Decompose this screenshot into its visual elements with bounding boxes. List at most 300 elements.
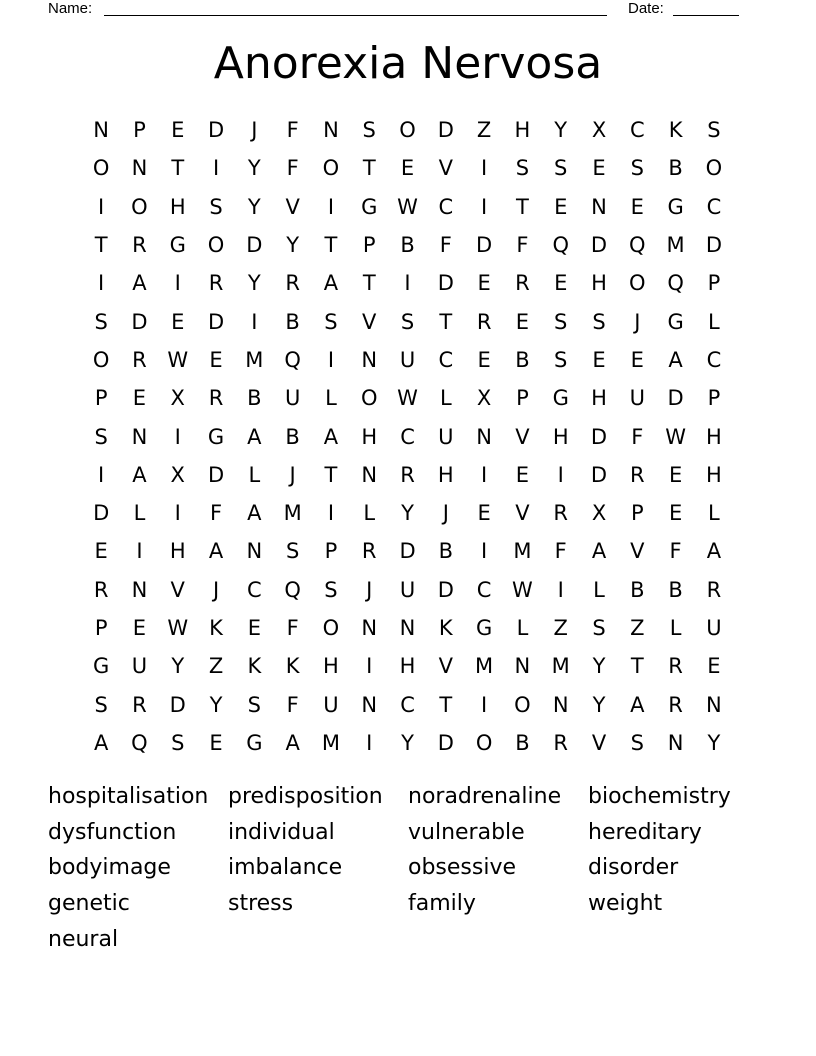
grid-letter[interactable]: P (516, 386, 529, 411)
grid-letter[interactable]: I (174, 501, 181, 526)
grid-letter[interactable]: C (629, 118, 645, 143)
grid-letter[interactable]: B (630, 577, 645, 602)
grid-letter[interactable]: S (209, 194, 223, 219)
grid-letter[interactable]: N (131, 424, 148, 449)
grid-letter[interactable]: C (438, 347, 454, 372)
grid-letter[interactable]: H (591, 386, 607, 411)
grid-letter[interactable]: Y (171, 654, 185, 679)
word-list-item: stress (228, 891, 294, 917)
grid-letter[interactable]: A (323, 424, 339, 449)
grid-letter[interactable]: E (171, 309, 185, 334)
grid-letter[interactable]: A (323, 271, 339, 296)
grid-letter[interactable]: S (324, 309, 338, 334)
grid-letter[interactable]: I (557, 577, 564, 602)
grid-letter[interactable]: V (515, 424, 530, 449)
grid-letter[interactable]: X (170, 386, 185, 411)
grid-letter[interactable]: X (476, 386, 492, 411)
grid-letter[interactable]: E (630, 194, 644, 219)
grid-letter[interactable]: H (169, 194, 186, 219)
word-list-item: family (408, 891, 476, 917)
grid-letter[interactable]: N (361, 692, 378, 717)
grid-letter[interactable]: A (247, 501, 262, 526)
grid-letter[interactable]: D (476, 233, 493, 258)
grid-letter[interactable]: S (707, 118, 721, 143)
grid-letter[interactable]: D (131, 309, 148, 334)
grid-letter[interactable]: T (362, 271, 376, 296)
grid-letter[interactable]: R (668, 654, 683, 679)
grid-letter[interactable]: A (247, 424, 262, 449)
grid-letter[interactable]: C (247, 577, 262, 602)
grid-letter[interactable]: I (481, 692, 488, 717)
grid-letter[interactable]: O (705, 156, 723, 181)
grid-letter[interactable]: Z (208, 654, 224, 679)
grid-letter[interactable]: P (362, 233, 376, 258)
grid-letter[interactable]: M (475, 654, 494, 679)
grid-letter[interactable]: O (360, 386, 378, 411)
grid-letter[interactable]: I (481, 462, 488, 487)
grid-letter[interactable]: S (94, 309, 108, 334)
grid-letter[interactable]: E (400, 156, 415, 181)
grid-letter[interactable]: H (514, 118, 531, 143)
grid-letter[interactable]: R (630, 462, 645, 487)
grid-letter[interactable]: T (94, 233, 108, 258)
grid-letter[interactable]: O (322, 156, 340, 181)
grid-letter[interactable]: K (285, 654, 300, 679)
grid-letter[interactable]: E (247, 616, 261, 640)
grid-letter[interactable]: R (553, 501, 568, 526)
grid-letter[interactable]: H (706, 424, 722, 449)
grid-letter[interactable]: V (170, 577, 185, 602)
grid-letter[interactable]: B (668, 577, 683, 602)
grid-letter[interactable]: H (591, 271, 607, 296)
grid-letter[interactable]: V (438, 156, 453, 181)
grid-letter[interactable]: K (668, 118, 683, 143)
grid-letter[interactable]: X (591, 501, 607, 526)
grid-letter[interactable]: J (442, 501, 449, 526)
grid-letter[interactable]: D (667, 386, 684, 411)
grid-letter[interactable]: E (209, 730, 223, 755)
grid-letter[interactable]: V (630, 539, 645, 564)
grid-letter[interactable]: G (246, 730, 263, 755)
grid-letter[interactable]: D (207, 309, 225, 334)
grid-letter[interactable]: F (439, 233, 452, 258)
grid-letter[interactable]: E (592, 156, 606, 181)
grid-letter[interactable]: F (209, 501, 223, 526)
grid-letter[interactable]: I (212, 156, 220, 181)
grid-letter[interactable]: I (98, 194, 105, 219)
grid-letter[interactable]: W (397, 386, 418, 411)
grid-letter[interactable]: S (592, 309, 606, 334)
word-list-item: imbalance (228, 855, 343, 881)
grid-letter[interactable]: A (132, 462, 147, 487)
grid-letter[interactable]: C (706, 347, 722, 372)
grid-letter[interactable]: E (171, 118, 185, 143)
grid-letter[interactable]: P (707, 271, 721, 296)
grid-letter[interactable]: J (251, 118, 258, 143)
grid-letter[interactable]: B (515, 347, 530, 372)
grid-letter[interactable]: U (629, 386, 645, 411)
grid-letter[interactable]: S (515, 156, 530, 181)
grid-letter[interactable]: I (481, 194, 488, 219)
grid-letter[interactable]: S (362, 118, 376, 143)
grid-letter[interactable]: L (669, 616, 682, 640)
grid-letter[interactable]: Q (131, 730, 148, 755)
grid-letter[interactable]: L (363, 501, 376, 526)
grid-letter[interactable]: H (552, 424, 569, 449)
grid-letter[interactable]: R (361, 539, 377, 564)
grid-letter[interactable]: Q (284, 347, 301, 372)
grid-letter[interactable]: C (400, 692, 415, 717)
grid-letter[interactable]: D (705, 233, 722, 258)
word-list-item: dysfunction (48, 819, 177, 845)
grid-letter[interactable]: V (362, 309, 377, 334)
grid-letter[interactable]: I (481, 539, 488, 564)
grid-letter[interactable]: E (94, 539, 108, 564)
grid-letter[interactable]: O (322, 616, 340, 640)
grid-letter[interactable]: U (399, 347, 416, 372)
grid-letter[interactable]: E (132, 616, 147, 640)
grid-letter[interactable]: H (399, 654, 416, 679)
grid-letter[interactable]: B (247, 386, 262, 411)
grid-letter[interactable]: H (361, 424, 378, 449)
grid-letter[interactable]: N (131, 577, 148, 602)
grid-letter[interactable]: G (475, 616, 493, 640)
grid-letter[interactable]: M (551, 654, 570, 679)
grid-letter[interactable]: D (207, 462, 225, 487)
grid-letter[interactable]: B (285, 424, 300, 449)
grid-letter[interactable]: V (515, 501, 530, 526)
grid-letter[interactable]: O (514, 692, 531, 717)
grid-letter[interactable]: Y (554, 118, 568, 143)
grid-letter[interactable]: S (324, 577, 338, 602)
grid-letter[interactable]: I (366, 730, 373, 755)
grid-letter[interactable]: B (438, 539, 454, 564)
grid-letter[interactable]: E (554, 271, 568, 296)
grid-letter[interactable]: S (630, 156, 644, 181)
name-line[interactable] (104, 15, 607, 16)
grid-letter[interactable]: G (169, 233, 186, 258)
grid-letter[interactable]: I (327, 194, 335, 219)
grid-letter[interactable]: C (706, 194, 722, 219)
grid-letter[interactable]: N (361, 462, 378, 487)
grid-letter[interactable]: L (708, 501, 720, 526)
grid-letter[interactable]: L (325, 386, 337, 411)
grid-letter[interactable]: D (437, 118, 454, 143)
grid-letter[interactable]: G (93, 654, 110, 679)
grid-letter[interactable]: F (286, 616, 299, 640)
grid-letter[interactable]: O (629, 271, 646, 296)
grid-letter[interactable]: Y (401, 501, 414, 526)
grid-letter[interactable]: E (132, 386, 147, 411)
grid-letter[interactable]: E (554, 194, 568, 219)
grid-letter[interactable]: Y (592, 654, 606, 679)
grid-letter[interactable]: Q (552, 233, 569, 258)
grid-letter[interactable]: O (92, 347, 110, 372)
grid-letter[interactable]: H (169, 539, 186, 564)
grid-letter[interactable]: Q (629, 233, 646, 258)
grid-letter[interactable]: S (171, 730, 185, 755)
grid-letter[interactable]: N (361, 347, 378, 372)
grid-letter[interactable]: I (174, 271, 181, 296)
grid-letter[interactable]: N (667, 730, 684, 755)
grid-letter[interactable]: N (706, 692, 722, 717)
grid-letter[interactable]: S (554, 347, 568, 372)
grid-letter[interactable]: C (476, 577, 492, 602)
grid-letter[interactable]: V (285, 194, 300, 219)
grid-letter[interactable]: E (668, 462, 683, 487)
grid-letter[interactable]: N (591, 194, 607, 219)
word-list (48, 779, 768, 957)
grid-letter[interactable]: G (667, 309, 684, 334)
letter-grid (82, 111, 733, 762)
grid-letter[interactable]: D (399, 539, 416, 564)
grid-letter[interactable]: P (707, 386, 721, 411)
grid-letter[interactable]: X (591, 118, 607, 143)
grid-letter[interactable]: Y (209, 692, 223, 717)
grid-letter[interactable]: Y (286, 233, 300, 258)
grid-letter[interactable]: B (668, 156, 683, 181)
grid-letter[interactable]: Q (667, 271, 684, 296)
grid-letter[interactable]: Y (247, 194, 261, 219)
grid-letter[interactable]: U (438, 424, 454, 449)
grid-letter[interactable]: D (437, 271, 454, 296)
grid-letter[interactable]: O (475, 730, 493, 755)
grid-letter[interactable]: E (668, 501, 683, 526)
grid-letter[interactable]: B (515, 730, 530, 755)
grid-letter[interactable]: R (208, 386, 224, 411)
grid-letter[interactable]: O (399, 118, 416, 143)
grid-letter[interactable]: D (437, 730, 454, 755)
grid-letter[interactable]: E (515, 462, 530, 487)
grid-letter[interactable]: E (707, 654, 721, 679)
grid-letter[interactable]: P (630, 501, 644, 526)
grid-letter[interactable]: E (630, 347, 644, 372)
word-list-item: hereditary (588, 819, 702, 845)
grid-letter[interactable]: C (400, 424, 415, 449)
grid-letter[interactable]: W (167, 616, 189, 640)
grid-letter[interactable]: T (324, 233, 338, 258)
grid-letter[interactable]: D (246, 233, 263, 258)
grid-letter[interactable]: S (94, 692, 108, 717)
grid-letter[interactable]: J (366, 577, 373, 602)
grid-letter[interactable]: F (554, 539, 567, 564)
grid-letter[interactable]: D (590, 233, 608, 258)
grid-letter[interactable]: W (397, 194, 418, 219)
grid-letter[interactable]: V (438, 654, 453, 679)
grid-letter[interactable]: S (247, 692, 261, 717)
date-label: Date: (628, 0, 664, 17)
grid-letter[interactable]: I (98, 271, 105, 296)
grid-letter[interactable]: R (706, 577, 722, 602)
grid-letter[interactable]: U (399, 577, 416, 602)
grid-letter[interactable]: K (247, 654, 262, 679)
date-line[interactable] (673, 15, 739, 16)
grid-letter[interactable]: G (552, 386, 569, 411)
grid-letter[interactable]: Y (707, 730, 721, 755)
grid-letter[interactable]: E (515, 309, 530, 334)
grid-letter[interactable]: J (634, 309, 641, 334)
grid-letter[interactable]: I (557, 462, 564, 487)
grid-letter[interactable]: J (212, 577, 220, 602)
grid-letter[interactable]: B (400, 233, 415, 258)
grid-letter[interactable]: O (131, 194, 148, 219)
grid-letter[interactable]: Z (630, 616, 645, 640)
grid-letter[interactable]: N (476, 424, 492, 449)
grid-letter[interactable]: T (630, 654, 644, 679)
grid-letter[interactable]: T (516, 194, 529, 219)
grid-letter[interactable]: F (669, 539, 682, 564)
grid-letter[interactable]: A (706, 539, 722, 564)
grid-letter[interactable]: T (171, 156, 185, 181)
grid-letter[interactable]: D (590, 424, 608, 449)
grid-letter[interactable]: R (476, 309, 492, 334)
grid-letter[interactable]: I (366, 654, 373, 679)
grid-letter[interactable]: U (323, 692, 339, 717)
grid-letter[interactable]: W (167, 347, 189, 372)
grid-letter[interactable]: R (132, 692, 147, 717)
grid-letter[interactable]: M (321, 730, 340, 755)
grid-letter[interactable]: T (362, 156, 376, 181)
grid-letter[interactable]: I (174, 424, 181, 449)
grid-letter[interactable]: N (131, 156, 148, 181)
grid-letter[interactable]: P (94, 616, 108, 640)
grid-letter[interactable]: R (208, 271, 224, 296)
grid-letter[interactable]: S (554, 156, 568, 181)
grid-letter[interactable]: N (399, 616, 416, 640)
grid-letter[interactable]: I (481, 156, 488, 181)
grid-letter[interactable]: R (400, 462, 415, 487)
grid-letter[interactable]: U (131, 654, 148, 679)
grid-letter[interactable]: Z (476, 118, 492, 143)
grid-letter[interactable]: A (132, 271, 147, 296)
grid-letter[interactable]: I (98, 462, 105, 487)
grid-letter[interactable]: W (512, 577, 533, 602)
grid-letter[interactable]: O (207, 233, 225, 258)
grid-letter[interactable]: L (439, 386, 452, 411)
grid-letter[interactable]: S (554, 309, 568, 334)
grid-letter[interactable]: H (706, 462, 722, 487)
grid-letter[interactable]: V (591, 730, 607, 755)
grid-letter[interactable]: M (283, 501, 302, 526)
grid-letter[interactable]: D (207, 118, 225, 143)
grid-letter[interactable]: A (668, 347, 683, 372)
grid-letter[interactable]: S (94, 424, 108, 449)
grid-letter[interactable]: D (590, 462, 608, 487)
grid-letter[interactable]: G (207, 424, 225, 449)
grid-letter[interactable]: F (286, 118, 299, 143)
grid-letter[interactable]: L (708, 309, 720, 334)
grid-letter[interactable]: N (361, 616, 378, 640)
grid-letter[interactable]: L (516, 616, 529, 640)
grid-letter[interactable]: Y (592, 692, 606, 717)
grid-letter[interactable]: Q (284, 577, 301, 602)
grid-letter[interactable]: N (514, 654, 531, 679)
grid-letter[interactable]: S (592, 616, 606, 640)
grid-letter[interactable]: F (516, 233, 529, 258)
grid-letter[interactable]: D (169, 692, 186, 717)
grid-letter[interactable]: N (552, 692, 569, 717)
grid-letter[interactable]: G (361, 194, 378, 219)
grid-letter[interactable]: C (438, 194, 454, 219)
grid-letter[interactable]: N (246, 539, 263, 564)
grid-letter[interactable]: P (94, 386, 108, 411)
grid-letter[interactable]: B (285, 309, 300, 334)
grid-letter[interactable]: K (209, 616, 223, 640)
grid-letter[interactable]: I (327, 501, 335, 526)
grid-letter[interactable]: P (133, 118, 146, 143)
grid-letter[interactable]: L (593, 577, 605, 602)
grid-letter[interactable]: R (515, 271, 530, 296)
grid-letter[interactable]: J (289, 462, 296, 487)
grid-letter[interactable]: R (285, 271, 300, 296)
grid-letter[interactable]: Y (247, 156, 261, 181)
grid-letter[interactable]: A (208, 539, 224, 564)
grid-letter[interactable]: M (513, 539, 532, 564)
grid-letter[interactable]: T (439, 692, 453, 717)
grid-letter[interactable]: D (437, 577, 454, 602)
grid-letter[interactable]: R (93, 577, 109, 602)
grid-letter[interactable]: L (248, 462, 261, 487)
grid-letter[interactable]: S (285, 539, 300, 564)
grid-letter[interactable]: M (666, 233, 685, 258)
grid-letter[interactable]: M (245, 347, 264, 372)
grid-letter[interactable]: O (92, 156, 110, 181)
grid-letter[interactable]: E (592, 347, 606, 372)
grid-letter[interactable]: R (132, 233, 147, 258)
grid-letter[interactable]: A (93, 730, 109, 755)
grid-letter[interactable]: F (631, 424, 644, 449)
grid-letter[interactable]: X (170, 462, 185, 487)
grid-letter[interactable]: U (284, 386, 301, 411)
grid-letter[interactable]: F (286, 156, 299, 181)
grid-letter[interactable]: G (667, 194, 684, 219)
grid-letter[interactable]: L (133, 501, 146, 526)
grid-letter[interactable]: S (400, 309, 415, 334)
grid-letter[interactable]: I (327, 347, 335, 372)
grid-letter[interactable]: E (477, 501, 491, 526)
grid-letter[interactable]: U (706, 616, 722, 640)
grid-letter[interactable]: T (439, 309, 453, 334)
grid-letter[interactable]: R (668, 692, 683, 717)
grid-letter[interactable]: A (591, 539, 607, 564)
grid-letter[interactable]: W (665, 424, 686, 449)
grid-letter[interactable]: A (285, 730, 300, 755)
grid-letter[interactable]: I (251, 309, 258, 334)
grid-letter[interactable]: N (93, 118, 109, 143)
grid-letter[interactable]: S (630, 730, 644, 755)
grid-letter[interactable]: A (630, 692, 645, 717)
grid-letter[interactable]: Y (401, 730, 414, 755)
grid-letter[interactable]: D (93, 501, 110, 526)
grid-letter[interactable]: E (477, 347, 491, 372)
grid-letter[interactable]: I (404, 271, 411, 296)
grid-letter[interactable]: K (438, 616, 453, 640)
grid-letter[interactable]: I (136, 539, 143, 564)
word-list-item: vulnerable (408, 819, 525, 845)
grid-letter[interactable]: H (437, 462, 454, 487)
grid-letter[interactable]: P (324, 539, 338, 564)
grid-letter[interactable]: T (324, 462, 338, 487)
grid-letter[interactable]: E (209, 347, 223, 372)
grid-letter[interactable]: F (286, 692, 299, 717)
grid-letter[interactable]: N (323, 118, 339, 143)
grid-letter[interactable]: Z (553, 616, 568, 640)
grid-letter[interactable]: Y (247, 271, 261, 296)
grid-letter[interactable]: R (553, 730, 568, 755)
grid-letter[interactable]: R (132, 347, 147, 372)
grid-letter[interactable]: H (323, 654, 339, 679)
grid-letter[interactable]: E (477, 271, 491, 296)
